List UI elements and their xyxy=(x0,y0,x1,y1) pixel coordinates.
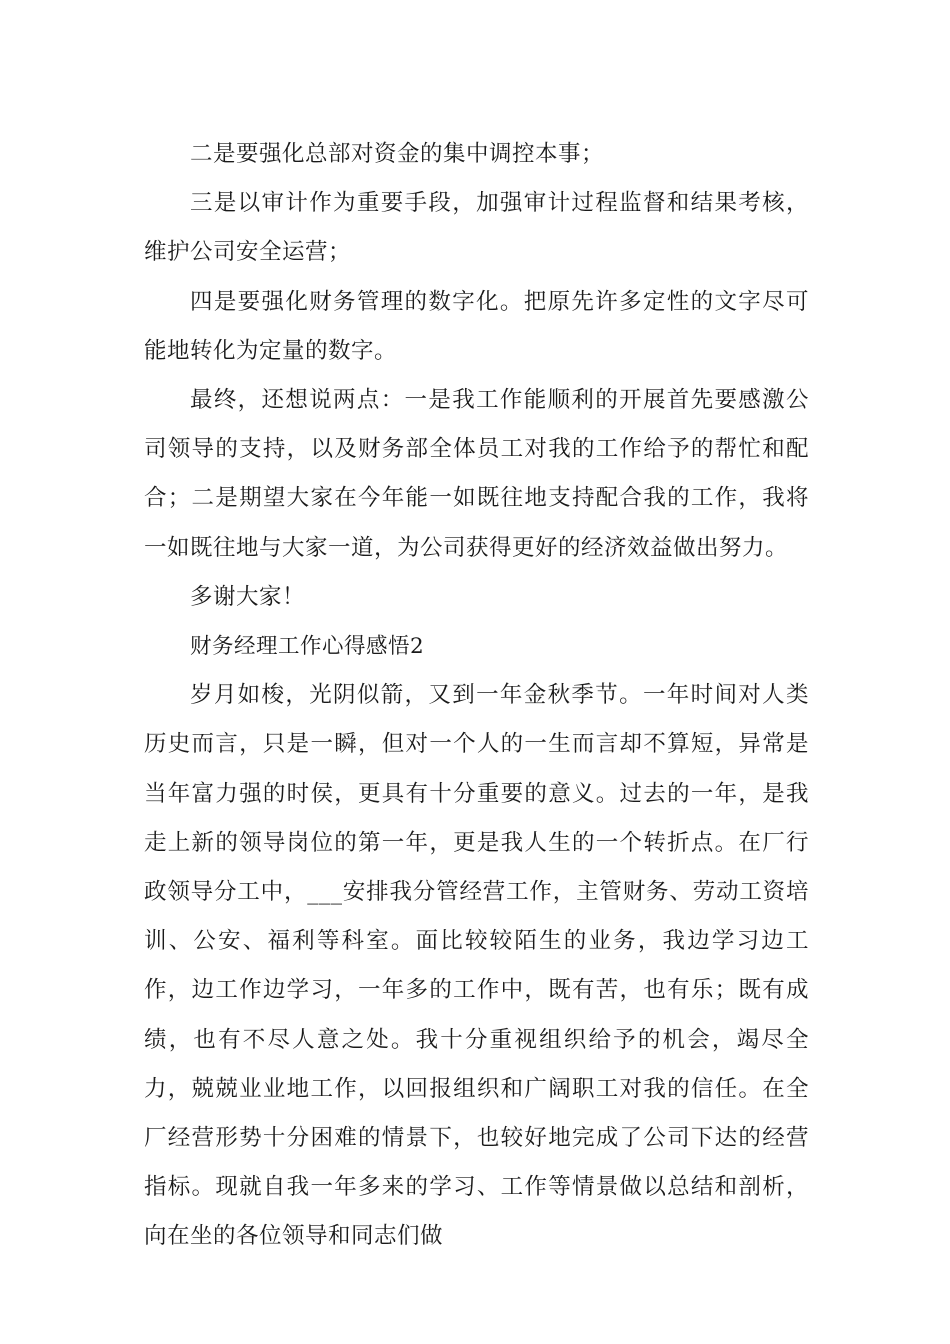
document-body xyxy=(144,130,809,1262)
paragraph-closing-remarks: 最终，还想说两点：一是我工作能顺利的开展首先要感激公司领导的支持，以及财务部全体员工对我的工作给予的帮忙和配合；二是期望大家在今年能一如既往地支持配合我的工作，我将一如既往地与大家一道，为公司获得更好的经济效益做出努力。 xyxy=(144,387,809,561)
paragraph-thanks: 多谢大家！ xyxy=(190,583,306,610)
paragraph-capital-control: 二是要强化总部对资金的集中调控本事； xyxy=(190,141,605,167)
paragraph-audit: 三是以审计作为重要手段，加强审计过程监督和结果考核，维护公司安全运营； xyxy=(144,190,809,266)
paragraph-digitalization: 四是要强化财务管理的数字化。把原先许多定性的文字尽可能地转化为定量的数字。 xyxy=(144,288,809,364)
section-heading: 财务经理工作心得感悟2 xyxy=(190,634,425,660)
paragraph-year-review: 岁月如梭，光阴似箭，又到一年金秋季节。一年时间对人类历史而言，只是一瞬，但对一个人的一生而言却不算短，异常是当年富力强的时侯，更具有十分重要的意义。过去的一年，是我走上新的领导岗位的第一年，更是我人生的一个转折点。在厂行政领导分工中，___安排我分管经营工作，主管财务、劳动工资培训、公安、福利等科室。面比较较陌生的业务，我边学习边工作，边工作边学习，一年多的工作中，既有苦，也有乐；既有成绩，也有不尽人意之处。我十分重视组织给予的机会，竭尽全力，兢兢业业地工作，以回报组织和广阔职工对我的信任。在全厂经营形势十分困难的情景下，也较好地完成了公司下达的经营指标。现就自我一年多来的学习、工作等情景做以总结和剖析，向在坐的各位领导和同志们做 xyxy=(144,682,809,1250)
